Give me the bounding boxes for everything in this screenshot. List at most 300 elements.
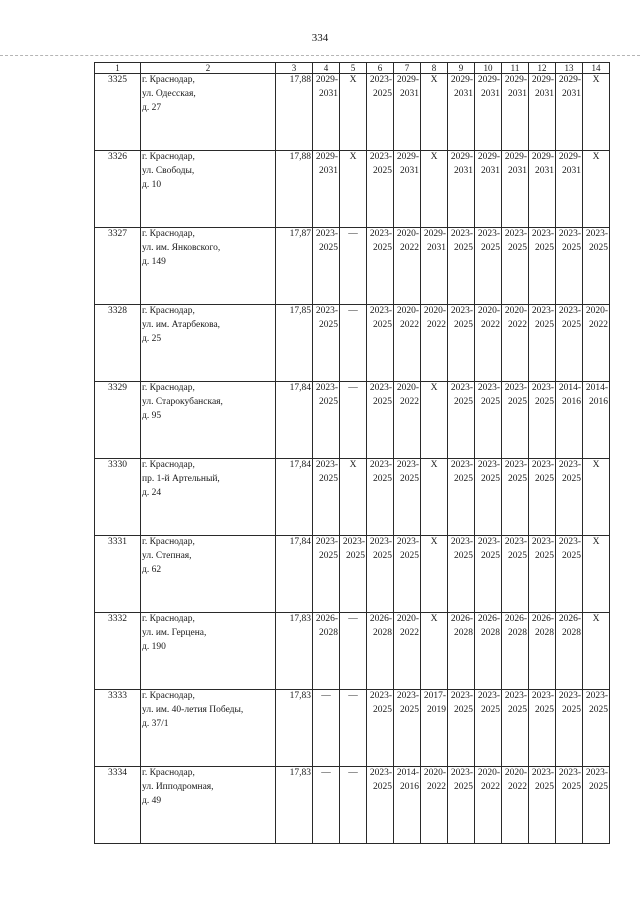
year-line: 2025 bbox=[535, 396, 554, 407]
year-range-cell bbox=[475, 690, 502, 767]
address-line: г. Краснодар, bbox=[142, 460, 195, 470]
year-line: 2026- bbox=[531, 614, 554, 624]
address-line: д. 49 bbox=[142, 795, 162, 806]
year-line: 2029- bbox=[531, 152, 554, 162]
year-range-cell bbox=[556, 151, 583, 228]
column-header: 3 bbox=[276, 63, 313, 74]
year-range-cell bbox=[340, 536, 367, 613]
year-line: 2023- bbox=[477, 691, 500, 701]
year-range-cell bbox=[475, 613, 502, 690]
year-line: 2023- bbox=[531, 768, 554, 778]
year-line: 2025 bbox=[454, 242, 473, 253]
mark-cell bbox=[421, 613, 448, 690]
address-cell bbox=[141, 74, 276, 151]
mark-cell bbox=[340, 228, 367, 305]
year-line: 2023- bbox=[504, 691, 527, 701]
cell-mark: — bbox=[348, 229, 358, 239]
year-line: 2016 bbox=[400, 781, 419, 792]
table-row bbox=[95, 613, 610, 690]
year-line: 2023- bbox=[396, 537, 419, 547]
year-line: 2031 bbox=[400, 88, 419, 99]
year-line: 2026- bbox=[558, 614, 581, 624]
year-range-cell bbox=[313, 382, 340, 459]
year-range-cell bbox=[313, 613, 340, 690]
address-line: д. 95 bbox=[142, 410, 162, 421]
year-line: 2031 bbox=[562, 165, 581, 176]
year-line: 2029- bbox=[558, 152, 581, 162]
column-header: 12 bbox=[529, 63, 556, 74]
address-line: д. 24 bbox=[142, 487, 162, 498]
year-range-cell bbox=[313, 459, 340, 536]
year-range-cell bbox=[583, 382, 610, 459]
year-line: 2023- bbox=[585, 768, 608, 778]
year-line: 2026- bbox=[315, 614, 338, 624]
year-line: 2026- bbox=[477, 614, 500, 624]
year-range-cell bbox=[475, 536, 502, 613]
mark-cell bbox=[340, 382, 367, 459]
year-range-cell bbox=[448, 690, 475, 767]
cell-mark: Х bbox=[430, 537, 438, 547]
column-header: 6 bbox=[367, 63, 394, 74]
year-line: 2023- bbox=[558, 537, 581, 547]
year-line: 2023- bbox=[531, 537, 554, 547]
year-line: 2023- bbox=[450, 306, 473, 316]
year-range-cell bbox=[529, 767, 556, 844]
year-range-cell bbox=[529, 382, 556, 459]
year-range-cell bbox=[367, 690, 394, 767]
year-line: 2023- bbox=[477, 229, 500, 239]
mark-cell bbox=[421, 382, 448, 459]
year-line: 2020- bbox=[504, 306, 527, 316]
year-range-cell bbox=[313, 228, 340, 305]
mark-cell bbox=[421, 459, 448, 536]
year-line: 2023- bbox=[585, 229, 608, 239]
year-line: 2025 bbox=[562, 781, 581, 792]
year-range-cell bbox=[367, 459, 394, 536]
year-range-cell bbox=[394, 74, 421, 151]
table-row bbox=[95, 151, 610, 228]
year-line: 2023- bbox=[450, 768, 473, 778]
address-cell bbox=[141, 613, 276, 690]
year-range-cell bbox=[529, 459, 556, 536]
row-number: 3329 bbox=[95, 382, 141, 459]
year-range-cell bbox=[421, 690, 448, 767]
year-line: 2023- bbox=[315, 537, 338, 547]
year-line: 2025 bbox=[508, 550, 527, 561]
year-line: 2020- bbox=[396, 229, 419, 239]
year-line: 2025 bbox=[373, 165, 392, 176]
year-line: 2023- bbox=[531, 460, 554, 470]
address-line: ул. Степная, bbox=[142, 550, 192, 561]
year-range-cell bbox=[313, 536, 340, 613]
year-line: 2020- bbox=[585, 306, 608, 316]
address-line: д. 10 bbox=[142, 179, 162, 190]
cost-cell: 17,88 bbox=[276, 74, 313, 151]
year-line: 2023- bbox=[504, 383, 527, 393]
year-line: 2017- bbox=[423, 691, 446, 701]
cost-cell: 17,84 bbox=[276, 536, 313, 613]
year-line: 2025 bbox=[535, 473, 554, 484]
year-line: 2023- bbox=[369, 75, 392, 85]
year-range-cell bbox=[448, 151, 475, 228]
year-line: 2023- bbox=[369, 152, 392, 162]
year-range-cell bbox=[448, 382, 475, 459]
year-line: 2023- bbox=[450, 537, 473, 547]
column-header: 4 bbox=[313, 63, 340, 74]
year-range-cell bbox=[421, 305, 448, 382]
address-line: пр. 1-й Артельный, bbox=[142, 473, 220, 484]
address-line: ул. им. Герцена, bbox=[142, 627, 207, 638]
year-line: 2023- bbox=[369, 229, 392, 239]
year-range-cell bbox=[556, 74, 583, 151]
year-range-cell bbox=[394, 613, 421, 690]
year-line: 2023- bbox=[315, 383, 338, 393]
year-line: 2022 bbox=[400, 396, 419, 407]
year-line: 2025 bbox=[400, 704, 419, 715]
mark-cell bbox=[340, 74, 367, 151]
year-range-cell bbox=[583, 305, 610, 382]
year-line: 2022 bbox=[508, 781, 527, 792]
year-line: 2016 bbox=[562, 396, 581, 407]
cell-mark: Х bbox=[592, 537, 600, 547]
address-line: ул. Одесская, bbox=[142, 88, 196, 99]
year-line: 2031 bbox=[319, 165, 338, 176]
year-line: 2031 bbox=[454, 165, 473, 176]
year-line: 2028 bbox=[373, 627, 392, 638]
year-line: 2025 bbox=[373, 319, 392, 330]
column-header-row bbox=[95, 63, 610, 74]
year-line: 2029- bbox=[531, 75, 554, 85]
year-line: 2025 bbox=[589, 704, 608, 715]
address-cell bbox=[141, 382, 276, 459]
year-line: 2023- bbox=[477, 460, 500, 470]
year-line: 2025 bbox=[562, 319, 581, 330]
year-line: 2028 bbox=[508, 627, 527, 638]
year-range-cell bbox=[502, 459, 529, 536]
mark-cell bbox=[421, 536, 448, 613]
year-range-cell bbox=[475, 459, 502, 536]
year-line: 2023- bbox=[369, 306, 392, 316]
year-line: 2029- bbox=[450, 75, 473, 85]
row-number: 3333 bbox=[95, 690, 141, 767]
year-range-cell bbox=[475, 767, 502, 844]
year-line: 2023- bbox=[531, 691, 554, 701]
year-range-cell bbox=[367, 382, 394, 459]
year-line: 2028 bbox=[535, 627, 554, 638]
year-range-cell bbox=[313, 151, 340, 228]
year-line: 2023- bbox=[369, 383, 392, 393]
year-line: 2023- bbox=[504, 537, 527, 547]
year-range-cell bbox=[313, 74, 340, 151]
year-line: 2025 bbox=[508, 242, 527, 253]
year-line: 2025 bbox=[373, 781, 392, 792]
year-line: 2025 bbox=[481, 242, 500, 253]
address-line: г. Краснодар, bbox=[142, 306, 195, 316]
year-range-cell bbox=[502, 382, 529, 459]
year-range-cell bbox=[502, 151, 529, 228]
year-range-cell bbox=[556, 382, 583, 459]
year-range-cell bbox=[529, 613, 556, 690]
year-line: 2023- bbox=[396, 691, 419, 701]
year-line: 2028 bbox=[454, 627, 473, 638]
cell-mark: Х bbox=[349, 152, 357, 162]
year-range-cell bbox=[502, 228, 529, 305]
year-line: 2023- bbox=[585, 691, 608, 701]
mark-cell bbox=[340, 613, 367, 690]
year-range-cell bbox=[502, 613, 529, 690]
column-header: 9 bbox=[448, 63, 475, 74]
row-number: 3332 bbox=[95, 613, 141, 690]
year-line: 2025 bbox=[373, 242, 392, 253]
year-line: 2029- bbox=[396, 75, 419, 85]
year-line: 2023- bbox=[369, 460, 392, 470]
year-line: 2023- bbox=[369, 768, 392, 778]
year-range-cell bbox=[367, 74, 394, 151]
table-row bbox=[95, 305, 610, 382]
year-line: 2020- bbox=[504, 768, 527, 778]
year-line: 2014- bbox=[558, 383, 581, 393]
address-line: г. Краснодар, bbox=[142, 614, 195, 624]
year-line: 2022 bbox=[400, 627, 419, 638]
year-line: 2031 bbox=[427, 242, 446, 253]
address-line: ул. Ипподромная, bbox=[142, 781, 214, 792]
year-range-cell bbox=[421, 228, 448, 305]
year-line: 2023- bbox=[315, 460, 338, 470]
year-line: 2022 bbox=[481, 319, 500, 330]
year-line: 2025 bbox=[454, 396, 473, 407]
year-range-cell bbox=[367, 536, 394, 613]
year-range-cell bbox=[394, 767, 421, 844]
cost-cell: 17,83 bbox=[276, 767, 313, 844]
address-cell bbox=[141, 228, 276, 305]
year-line: 2023- bbox=[450, 460, 473, 470]
year-line: 2025 bbox=[589, 242, 608, 253]
cell-mark: — bbox=[348, 691, 358, 701]
year-line: 2023- bbox=[504, 229, 527, 239]
year-line: 2023- bbox=[504, 460, 527, 470]
address-line: г. Краснодар, bbox=[142, 691, 195, 701]
year-line: 2025 bbox=[454, 704, 473, 715]
year-line: 2025 bbox=[346, 550, 365, 561]
cell-mark: Х bbox=[592, 460, 600, 470]
year-line: 2023- bbox=[315, 229, 338, 239]
year-range-cell bbox=[583, 690, 610, 767]
cell-mark: Х bbox=[430, 614, 438, 624]
year-line: 2025 bbox=[535, 550, 554, 561]
year-line: 2020- bbox=[477, 306, 500, 316]
year-line: 2031 bbox=[454, 88, 473, 99]
year-line: 2031 bbox=[481, 165, 500, 176]
year-line: 2023- bbox=[531, 229, 554, 239]
year-line: 2025 bbox=[535, 781, 554, 792]
year-range-cell bbox=[448, 613, 475, 690]
year-range-cell bbox=[583, 767, 610, 844]
year-line: 2029- bbox=[450, 152, 473, 162]
column-header: 7 bbox=[394, 63, 421, 74]
year-line: 2029- bbox=[423, 229, 446, 239]
year-range-cell bbox=[529, 151, 556, 228]
row-number: 3326 bbox=[95, 151, 141, 228]
year-line: 2031 bbox=[562, 88, 581, 99]
year-line: 2025 bbox=[454, 781, 473, 792]
year-line: 2028 bbox=[481, 627, 500, 638]
year-range-cell bbox=[529, 74, 556, 151]
address-line: г. Краснодар, bbox=[142, 152, 195, 162]
year-line: 2019 bbox=[427, 704, 446, 715]
year-line: 2025 bbox=[373, 473, 392, 484]
address-line: ул. им. Янковского, bbox=[142, 242, 221, 253]
cell-mark: Х bbox=[430, 383, 438, 393]
year-range-cell bbox=[475, 74, 502, 151]
cell-mark: — bbox=[321, 691, 331, 701]
year-range-cell bbox=[448, 459, 475, 536]
address-line: д. 149 bbox=[142, 256, 166, 267]
column-header: 11 bbox=[502, 63, 529, 74]
year-line: 2025 bbox=[481, 550, 500, 561]
year-line: 2022 bbox=[400, 242, 419, 253]
year-range-cell bbox=[502, 536, 529, 613]
cell-mark: — bbox=[348, 306, 358, 316]
year-range-cell bbox=[502, 74, 529, 151]
year-line: 2022 bbox=[427, 319, 446, 330]
year-line: 2031 bbox=[319, 88, 338, 99]
year-range-cell bbox=[394, 382, 421, 459]
year-range-cell bbox=[529, 690, 556, 767]
year-range-cell bbox=[367, 767, 394, 844]
year-line: 2020- bbox=[477, 768, 500, 778]
year-line: 2025 bbox=[373, 88, 392, 99]
address-line: г. Краснодар, bbox=[142, 768, 195, 778]
mark-cell bbox=[421, 74, 448, 151]
cell-mark: Х bbox=[349, 75, 357, 85]
column-header: 5 bbox=[340, 63, 367, 74]
year-line: 2025 bbox=[589, 781, 608, 792]
address-line: г. Краснодар, bbox=[142, 537, 195, 547]
year-line: 2023- bbox=[369, 537, 392, 547]
year-line: 2025 bbox=[454, 319, 473, 330]
cell-mark: Х bbox=[592, 152, 600, 162]
address-line: д. 27 bbox=[142, 102, 162, 113]
address-cell bbox=[141, 305, 276, 382]
year-line: 2020- bbox=[396, 383, 419, 393]
address-line: д. 62 bbox=[142, 564, 162, 575]
year-line: 2026- bbox=[450, 614, 473, 624]
address-line: ул. им. 40-летия Победы, bbox=[142, 704, 244, 715]
address-line: ул. им. Атарбекова, bbox=[142, 319, 221, 330]
cost-cell: 17,83 bbox=[276, 613, 313, 690]
row-number: 3325 bbox=[95, 74, 141, 151]
year-range-cell bbox=[502, 690, 529, 767]
year-line: 2025 bbox=[481, 473, 500, 484]
year-line: 2029- bbox=[558, 75, 581, 85]
address-line: г. Краснодар, bbox=[142, 383, 195, 393]
row-number: 3328 bbox=[95, 305, 141, 382]
year-line: 2025 bbox=[319, 319, 338, 330]
cell-mark: — bbox=[321, 768, 331, 778]
registry-table bbox=[94, 62, 610, 844]
cell-mark: Х bbox=[430, 75, 438, 85]
address-line: д. 190 bbox=[142, 641, 166, 652]
year-line: 2025 bbox=[535, 704, 554, 715]
year-range-cell bbox=[394, 305, 421, 382]
year-range-cell bbox=[529, 228, 556, 305]
page-number: 334 bbox=[311, 32, 329, 44]
year-range-cell bbox=[529, 305, 556, 382]
year-line: 2023- bbox=[450, 383, 473, 393]
address-line: д. 37/1 bbox=[142, 718, 169, 729]
address-line: ул. Свободы, bbox=[142, 165, 195, 176]
year-range-cell bbox=[448, 536, 475, 613]
table-row bbox=[95, 382, 610, 459]
year-range-cell bbox=[556, 305, 583, 382]
mark-cell bbox=[583, 613, 610, 690]
year-range-cell bbox=[556, 459, 583, 536]
year-line: 2025 bbox=[535, 242, 554, 253]
year-line: 2025 bbox=[562, 704, 581, 715]
row-number: 3334 bbox=[95, 767, 141, 844]
year-range-cell bbox=[367, 228, 394, 305]
mark-cell bbox=[313, 690, 340, 767]
year-line: 2031 bbox=[508, 88, 527, 99]
year-range-cell bbox=[448, 228, 475, 305]
year-line: 2026- bbox=[369, 614, 392, 624]
table-row bbox=[95, 536, 610, 613]
address-cell bbox=[141, 151, 276, 228]
column-header: 13 bbox=[556, 63, 583, 74]
column-header: 2 bbox=[141, 63, 276, 74]
year-range-cell bbox=[448, 74, 475, 151]
year-range-cell bbox=[502, 767, 529, 844]
mark-cell bbox=[313, 767, 340, 844]
year-line: 2022 bbox=[589, 319, 608, 330]
column-header: 10 bbox=[475, 63, 502, 74]
year-range-cell bbox=[475, 151, 502, 228]
year-line: 2014- bbox=[585, 383, 608, 393]
year-line: 2028 bbox=[562, 627, 581, 638]
year-range-cell bbox=[475, 228, 502, 305]
year-line: 2025 bbox=[373, 550, 392, 561]
cell-mark: Х bbox=[349, 460, 357, 470]
year-line: 2025 bbox=[400, 473, 419, 484]
column-header: 14 bbox=[583, 63, 610, 74]
cost-cell: 17,88 bbox=[276, 151, 313, 228]
year-line: 2029- bbox=[477, 75, 500, 85]
year-line: 2020- bbox=[396, 306, 419, 316]
cell-mark: Х bbox=[430, 152, 438, 162]
year-range-cell bbox=[502, 305, 529, 382]
year-line: 2025 bbox=[319, 396, 338, 407]
year-line: 2023- bbox=[450, 229, 473, 239]
year-range-cell bbox=[394, 228, 421, 305]
year-line: 2022 bbox=[400, 319, 419, 330]
cell-mark: — bbox=[348, 768, 358, 778]
year-line: 2025 bbox=[319, 550, 338, 561]
year-line: 2023- bbox=[558, 691, 581, 701]
year-line: 2025 bbox=[535, 319, 554, 330]
year-line: 2023- bbox=[477, 537, 500, 547]
year-range-cell bbox=[448, 767, 475, 844]
year-line: 2014- bbox=[396, 768, 419, 778]
cost-cell: 17,87 bbox=[276, 228, 313, 305]
year-range-cell bbox=[556, 228, 583, 305]
year-line: 2016 bbox=[589, 396, 608, 407]
year-line: 2023- bbox=[531, 306, 554, 316]
year-line: 2025 bbox=[508, 473, 527, 484]
year-range-cell bbox=[529, 536, 556, 613]
year-range-cell bbox=[475, 382, 502, 459]
year-range-cell bbox=[367, 613, 394, 690]
cost-cell: 17,84 bbox=[276, 459, 313, 536]
